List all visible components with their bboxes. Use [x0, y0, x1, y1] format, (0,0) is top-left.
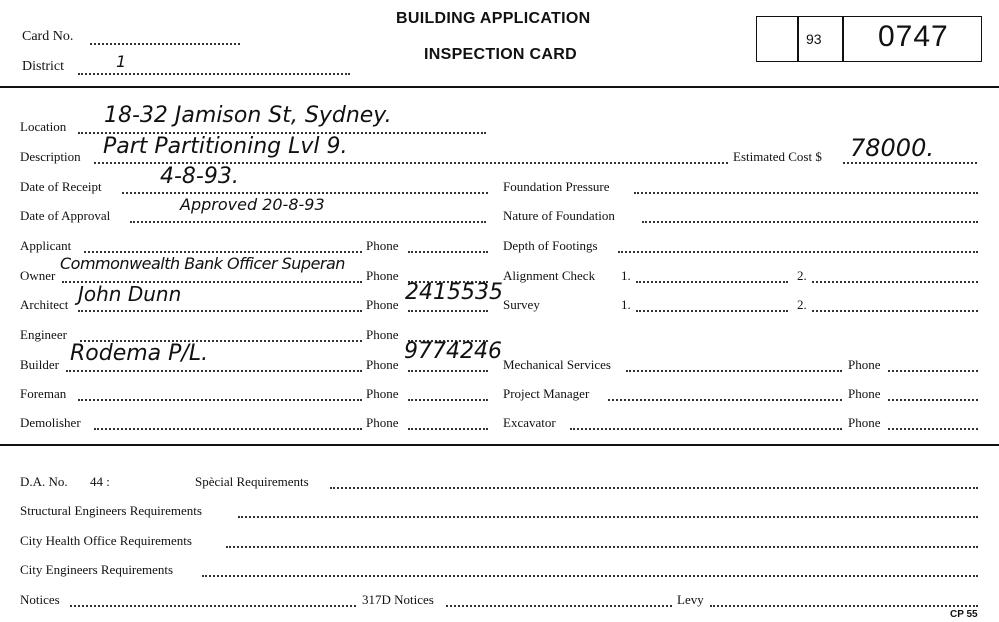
box-divider-1 — [797, 16, 799, 62]
project-manager-phone-dotted-line — [888, 399, 978, 401]
title-building-application: BUILDING APPLICATION — [396, 10, 591, 27]
owner-label: Owner — [20, 268, 56, 283]
architect-label: Architect — [20, 297, 69, 312]
card-no-label: Card No. — [22, 29, 74, 44]
foreman-phone-label: Phone — [366, 386, 399, 401]
architect-phone-dotted-line — [408, 310, 488, 312]
applicant-phone-label: Phone — [366, 238, 399, 253]
district-dotted-line — [78, 73, 350, 75]
engineer-phone-label: Phone — [366, 327, 399, 342]
card-year: 93 — [806, 31, 822, 47]
excavator-label: Excavator — [503, 415, 556, 430]
mechanical-dotted-line — [626, 370, 842, 372]
foreman-phone-dotted-line — [408, 399, 488, 401]
levy-dotted-line — [710, 605, 978, 607]
card-no-dotted-line — [90, 43, 240, 45]
applicant-dotted-line — [84, 251, 362, 253]
notices-317d-label: 317D Notices — [362, 592, 434, 607]
engineers-requirements-dotted-line — [202, 575, 978, 577]
da-no-value: 44 : — [90, 474, 110, 489]
depth-footings-dotted-line — [618, 251, 978, 253]
foreman-dotted-line — [78, 399, 362, 401]
builder-label: Builder — [20, 357, 59, 372]
date-approval-value: Approved 20-8-93 — [180, 195, 325, 214]
demolisher-phone-dotted-line — [408, 428, 488, 430]
title-inspection-card: INSPECTION CARD — [424, 46, 577, 63]
alignment-check-num1: 1. — [621, 268, 631, 283]
da-no-label: D.A. No. — [20, 474, 68, 489]
district-label: District — [22, 59, 64, 74]
notices-317d-dotted-line — [446, 605, 672, 607]
estimated-cost-dotted-line — [843, 162, 977, 164]
date-receipt-dotted-line — [122, 192, 488, 194]
description-value: Part Partitioning Lvl 9. — [103, 134, 348, 159]
architect-phone-label: Phone — [366, 297, 399, 312]
box-divider-2 — [842, 16, 844, 62]
levy-label: Levy — [677, 592, 704, 607]
date-receipt-value: 4-8-93. — [160, 164, 239, 189]
special-requirements-label: Spècial Requirements — [195, 474, 309, 489]
mechanical-services-label: Mechanical Services — [503, 357, 611, 372]
structural-requirements-label: Structural Engineers Requirements — [20, 503, 202, 518]
location-label: Location — [20, 119, 67, 134]
foundation-pressure-dotted-line — [634, 192, 978, 194]
estimated-cost-value: 78000. — [850, 134, 934, 162]
engineer-label: Engineer — [20, 327, 67, 342]
top-divider — [0, 86, 999, 88]
nature-foundation-dotted-line — [642, 221, 978, 223]
demolisher-label: Demolisher — [20, 415, 81, 430]
applicant-phone-dotted-line — [408, 251, 488, 253]
mechanical-phone-dotted-line — [888, 370, 978, 372]
estimated-cost-label: Estimated Cost $ — [733, 149, 822, 164]
demolisher-phone-label: Phone — [366, 415, 399, 430]
notices-dotted-line — [70, 605, 356, 607]
survey-num1: 1. — [621, 297, 631, 312]
card-number: 0747 — [878, 20, 949, 53]
depth-footings-label: Depth of Footings — [503, 238, 598, 253]
project-manager-phone-label: Phone — [848, 386, 881, 401]
location-value: 18-32 Jamison St, Sydney. — [104, 103, 392, 128]
excavator-dotted-line — [570, 428, 842, 430]
builder-value: Rodema P/L. — [70, 341, 209, 366]
nature-foundation-label: Nature of Foundation — [503, 208, 615, 223]
health-requirements-label: City Health Office Requirements — [20, 533, 192, 548]
notices-label: Notices — [20, 592, 60, 607]
engineers-requirements-label: City Engineers Requirements — [20, 562, 174, 577]
project-manager-dotted-line — [608, 399, 842, 401]
date-approval-dotted-line — [130, 221, 486, 223]
survey-label: Survey — [503, 297, 540, 312]
mechanical-phone-label: Phone — [848, 357, 881, 372]
alignment-check-label: Alignment Check — [503, 268, 596, 283]
survey-1-dotted-line — [636, 310, 788, 312]
middle-divider — [0, 444, 999, 446]
form-code: CP 55 — [950, 609, 978, 620]
alignment-check-2-dotted-line — [812, 281, 978, 283]
survey-num2: 2. — [797, 297, 807, 312]
health-requirements-dotted-line — [226, 546, 978, 548]
builder-dotted-line — [66, 370, 362, 372]
project-manager-label: Project Manager — [503, 386, 590, 401]
builder-phone-dotted-line — [408, 370, 488, 372]
excavator-phone-label: Phone — [848, 415, 881, 430]
applicant-label: Applicant — [20, 238, 72, 253]
builder-phone-label: Phone — [366, 357, 399, 372]
builder-phone-value: 9774246 — [404, 339, 502, 364]
alignment-check-num2: 2. — [797, 268, 807, 283]
date-approval-label: Date of Approval — [20, 208, 111, 223]
foundation-pressure-label: Foundation Pressure — [503, 179, 610, 194]
survey-2-dotted-line — [812, 310, 978, 312]
district-value: 1 — [116, 52, 127, 71]
foreman-label: Foreman — [20, 386, 67, 401]
owner-value: Commonwealth Bank Officer Superan — [60, 254, 345, 273]
description-label: Description — [20, 149, 81, 164]
architect-dotted-line — [78, 310, 362, 312]
special-requirements-dotted-line — [330, 487, 978, 489]
demolisher-dotted-line — [94, 428, 362, 430]
excavator-phone-dotted-line — [888, 428, 978, 430]
structural-requirements-dotted-line — [238, 516, 978, 518]
alignment-check-1-dotted-line — [636, 281, 788, 283]
owner-phone-label: Phone — [366, 268, 399, 283]
date-receipt-label: Date of Receipt — [20, 179, 102, 194]
architect-value: John Dunn — [78, 282, 182, 306]
architect-phone-value: 2415535 — [405, 280, 503, 305]
